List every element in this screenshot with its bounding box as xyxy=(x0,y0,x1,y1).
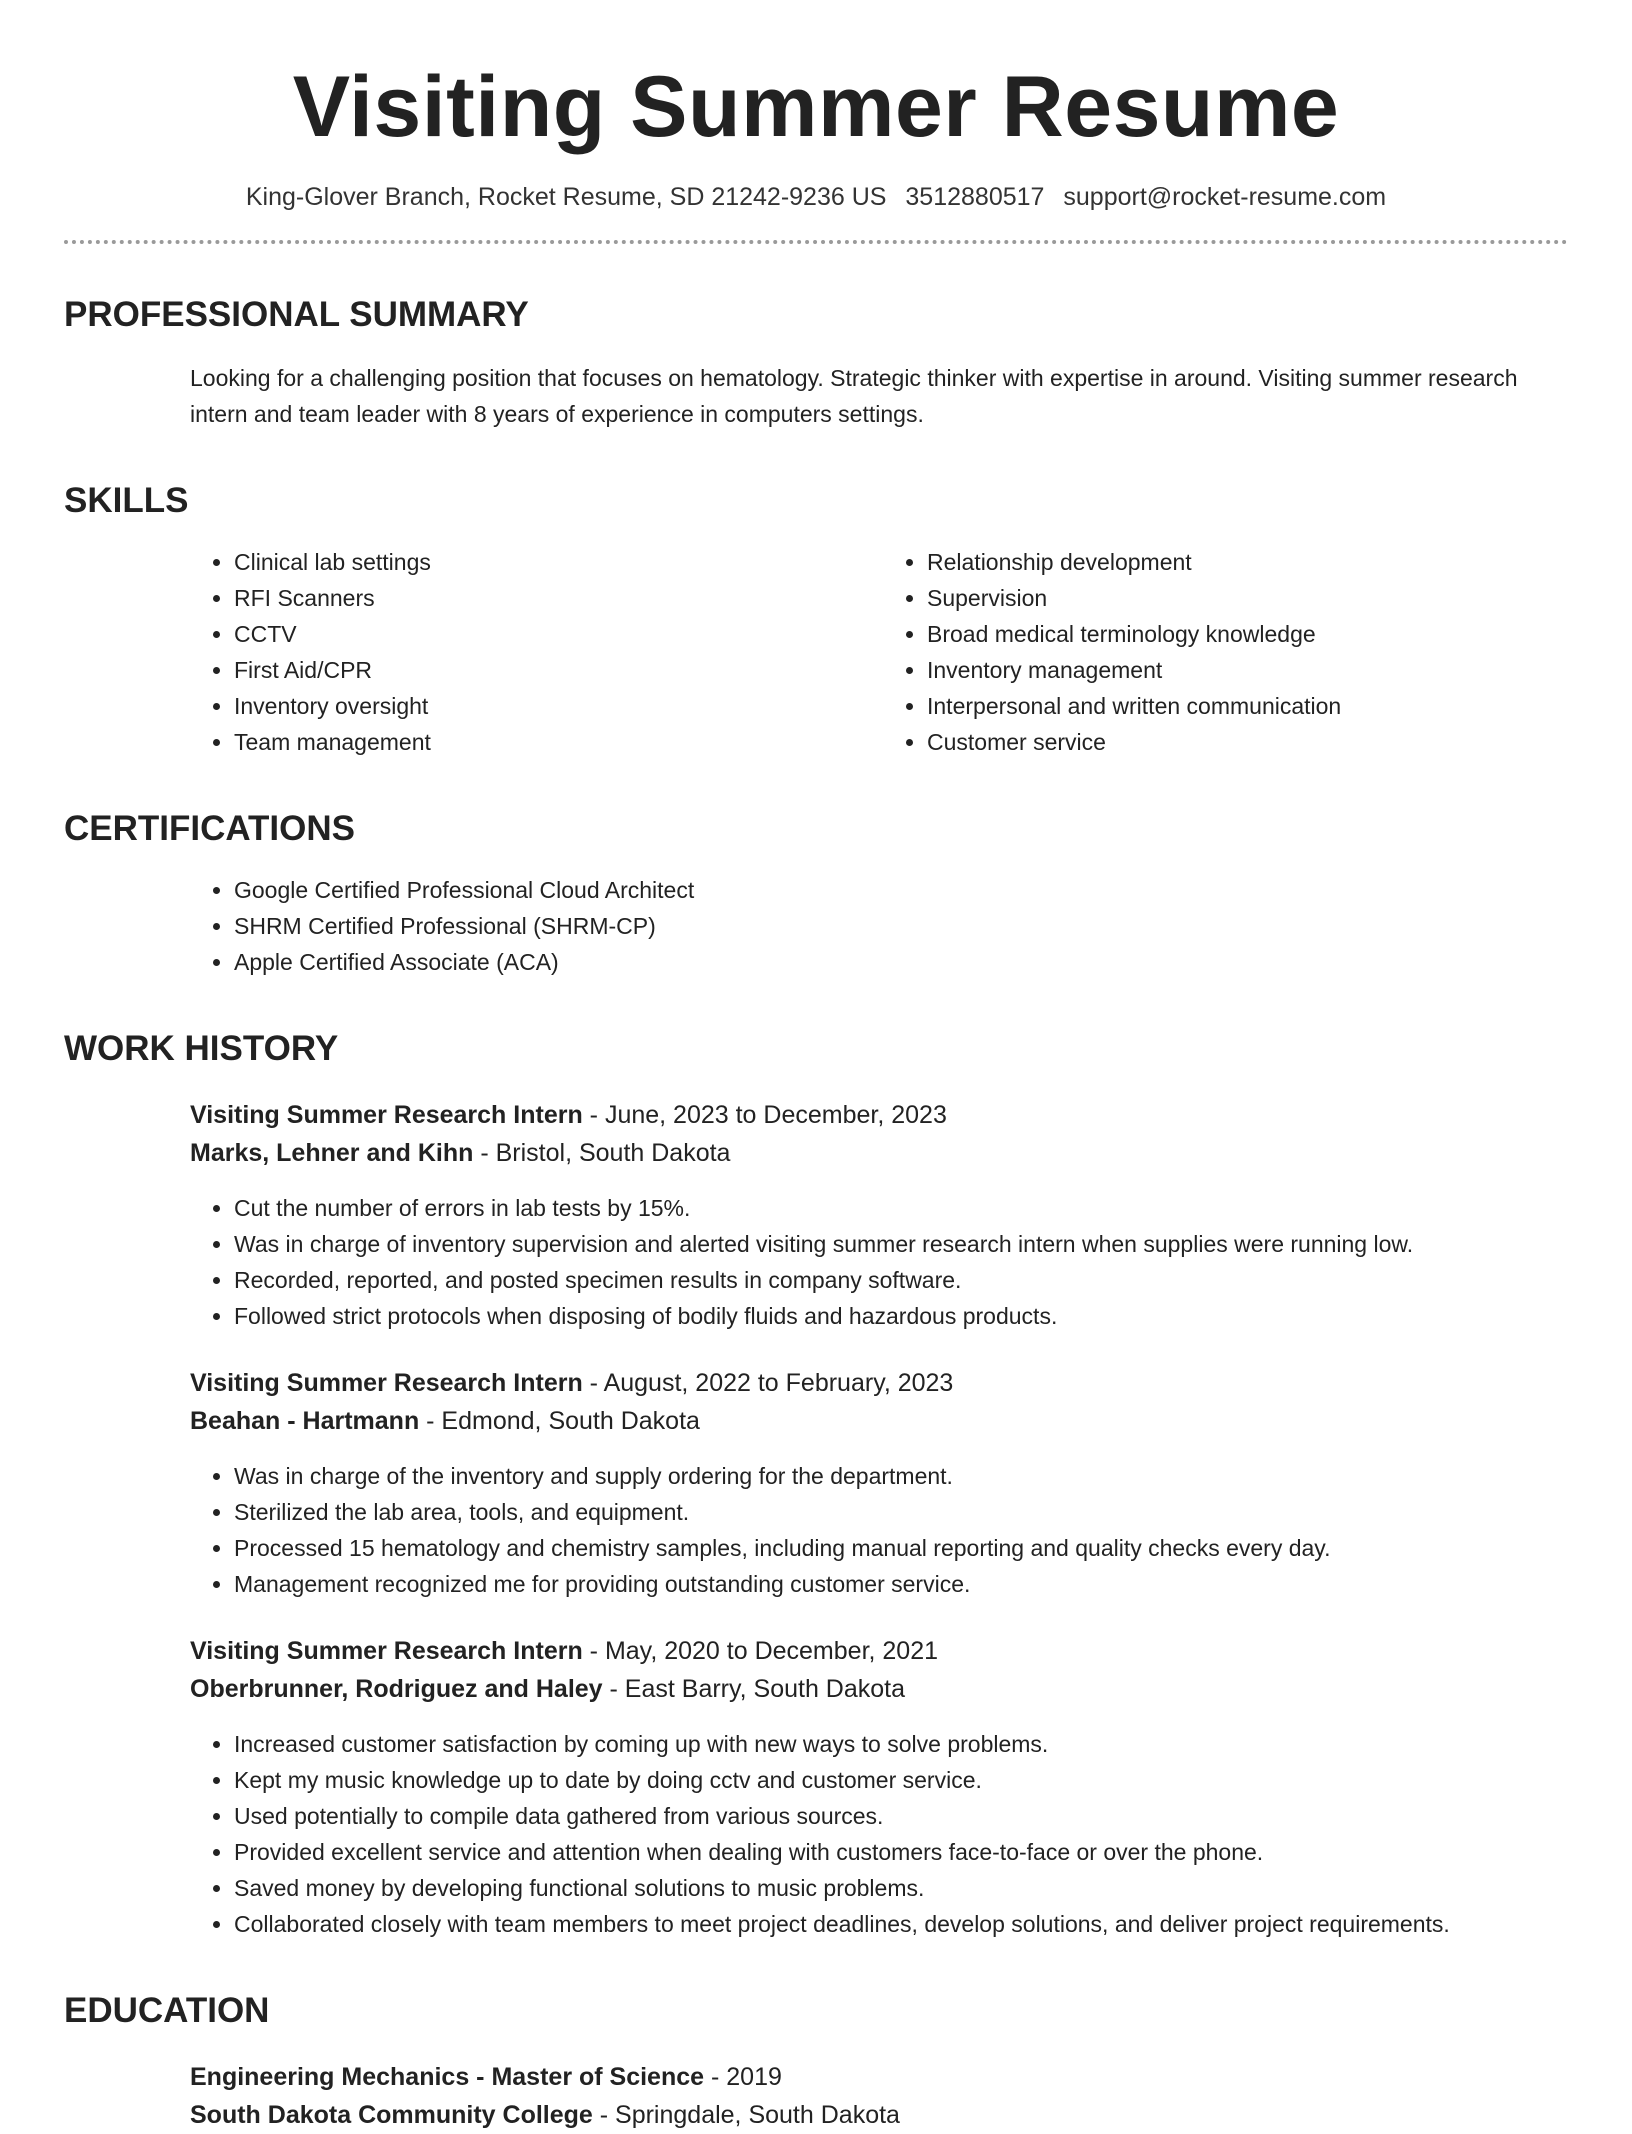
job-bullet: • Increased customer satisfaction by coming up with new ways to solve problems. xyxy=(234,1726,1568,1762)
job-company: Marks, Lehner and Kihn xyxy=(190,1139,474,1167)
job-entry xyxy=(64,1632,1568,1942)
skill-item: • Broad medical terminology knowledge xyxy=(927,616,1568,652)
job-bullets xyxy=(190,1726,1568,1942)
certifications-list xyxy=(190,872,1568,980)
certifications-section xyxy=(64,806,1568,980)
skills-grid xyxy=(64,544,1568,760)
skill-item: • RFI Scanners xyxy=(234,580,875,616)
skill-item: • Clinical lab settings xyxy=(234,544,875,580)
education-year: - 2019 xyxy=(704,2063,782,2091)
job-bullet: • Recorded, reported, and posted specimen results in company software. xyxy=(234,1262,1568,1298)
certification-item: • Apple Certified Associate (ACA) xyxy=(234,944,1568,980)
job-entry xyxy=(64,1364,1568,1602)
job-bullet: • Processed 15 hematology and chemistry samples, including manual reporting and quality checks every day. xyxy=(234,1530,1568,1566)
job-bullet: • Sterilized the lab area, tools, and equipment. xyxy=(234,1494,1568,1530)
skill-item: • CCTV xyxy=(234,616,875,652)
job-title: Visiting Summer Research Intern xyxy=(190,1369,583,1397)
job-bullet: • Provided excellent service and attention when dealing with customers face-to-face or over the phone. xyxy=(234,1834,1568,1870)
job-dates: - June, 2023 to December, 2023 xyxy=(582,1101,947,1129)
job-dates: - August, 2022 to February, 2023 xyxy=(582,1369,954,1397)
job-bullet: • Was in charge of the inventory and supply ordering for the department. xyxy=(234,1458,1568,1494)
education-degree-line xyxy=(190,2058,1568,2096)
skill-item: • Customer service xyxy=(927,724,1568,760)
job-bullet: • Cut the number of errors in lab tests by 15%. xyxy=(234,1190,1568,1226)
summary-text: Looking for a challenging position that focuses on hematology. Strategic thinker with expertise in around. Visiting summer research intern and team leader with 8 years of experience in computers settings. xyxy=(190,365,1518,427)
job-bullet: • Management recognized me for providing outstanding customer service. xyxy=(234,1566,1568,1602)
education-school: South Dakota Community College xyxy=(190,2101,593,2129)
contact-phone: 3512880517 xyxy=(905,183,1045,211)
certification-item: • SHRM Certified Professional (SHRM-CP) xyxy=(234,908,1568,944)
job-title: Visiting Summer Research Intern xyxy=(190,1101,583,1129)
skill-item: • Supervision xyxy=(927,580,1568,616)
skills-right-list xyxy=(875,544,1568,760)
job-dates: - May, 2020 to December, 2021 xyxy=(582,1637,939,1665)
skill-item: • Inventory management xyxy=(927,652,1568,688)
job-title-line xyxy=(190,1632,1568,1670)
certifications-block xyxy=(64,872,1568,980)
job-title-line xyxy=(190,1096,1568,1134)
job-company: Beahan - Hartmann xyxy=(190,1407,420,1435)
job-entry xyxy=(64,1096,1568,1334)
job-bullet: • Collaborated closely with team members to meet project deadlines, develop solutions, and deliver project requirements. xyxy=(234,1906,1568,1942)
job-bullet: • Saved money by developing functional solutions to music problems. xyxy=(234,1870,1568,1906)
job-location: - Edmond, South Dakota xyxy=(419,1407,700,1435)
job-company-line xyxy=(190,1402,1568,1440)
resume-name: Visiting Summer Resume xyxy=(292,59,1340,155)
education-section xyxy=(64,1988,1568,2134)
skill-item: • Relationship development xyxy=(927,544,1568,580)
job-location: - East Barry, South Dakota xyxy=(602,1675,906,1703)
education-entry xyxy=(64,2058,1568,2134)
education-location: - Springdale, South Dakota xyxy=(592,2101,900,2129)
skill-item: • Team management xyxy=(234,724,875,760)
summary-section xyxy=(64,292,1568,432)
job-title-line xyxy=(190,1364,1568,1402)
summary-heading: PROFESSIONAL SUMMARY xyxy=(64,295,529,334)
job-company-line xyxy=(190,1670,1568,1708)
certifications-heading: CERTIFICATIONS xyxy=(64,809,356,848)
skills-section xyxy=(64,478,1568,760)
job-bullet: • Followed strict protocols when disposing of bodily fluids and hazardous products. xyxy=(234,1298,1568,1334)
skills-heading: SKILLS xyxy=(64,481,189,520)
skill-item: • Interpersonal and written communication xyxy=(927,688,1568,724)
contact-line xyxy=(64,180,1568,214)
certification-item: • Google Certified Professional Cloud Architect xyxy=(234,872,1568,908)
work-history-heading: WORK HISTORY xyxy=(64,1029,339,1068)
work-history-section xyxy=(64,1026,1568,1942)
skill-item: • First Aid/CPR xyxy=(234,652,875,688)
contact-address: King-Glover Branch, Rocket Resume, SD 21242-9236 US xyxy=(245,183,887,211)
job-title: Visiting Summer Research Intern xyxy=(190,1637,583,1665)
job-bullet: • Used potentially to compile data gathered from various sources. xyxy=(234,1798,1568,1834)
job-company-line xyxy=(190,1134,1568,1172)
job-bullets xyxy=(190,1190,1568,1334)
job-bullet: • Kept my music knowledge up to date by doing cctv and customer service. xyxy=(234,1762,1568,1798)
skill-item: • Inventory oversight xyxy=(234,688,875,724)
education-heading: EDUCATION xyxy=(64,1991,270,2030)
job-location: - Bristol, South Dakota xyxy=(473,1139,731,1167)
education-school-line xyxy=(190,2096,1568,2134)
contact-email: support@rocket-resume.com xyxy=(1063,183,1387,211)
education-degree: Engineering Mechanics - Master of Science xyxy=(190,2063,705,2091)
header-divider xyxy=(64,240,1568,244)
job-bullets xyxy=(190,1458,1568,1602)
job-bullet: • Was in charge of inventory supervision and alerted visiting summer research intern when supplies were running low. xyxy=(234,1226,1568,1262)
job-company: Oberbrunner, Rodriguez and Haley xyxy=(190,1675,603,1703)
skills-left-list xyxy=(190,544,875,760)
